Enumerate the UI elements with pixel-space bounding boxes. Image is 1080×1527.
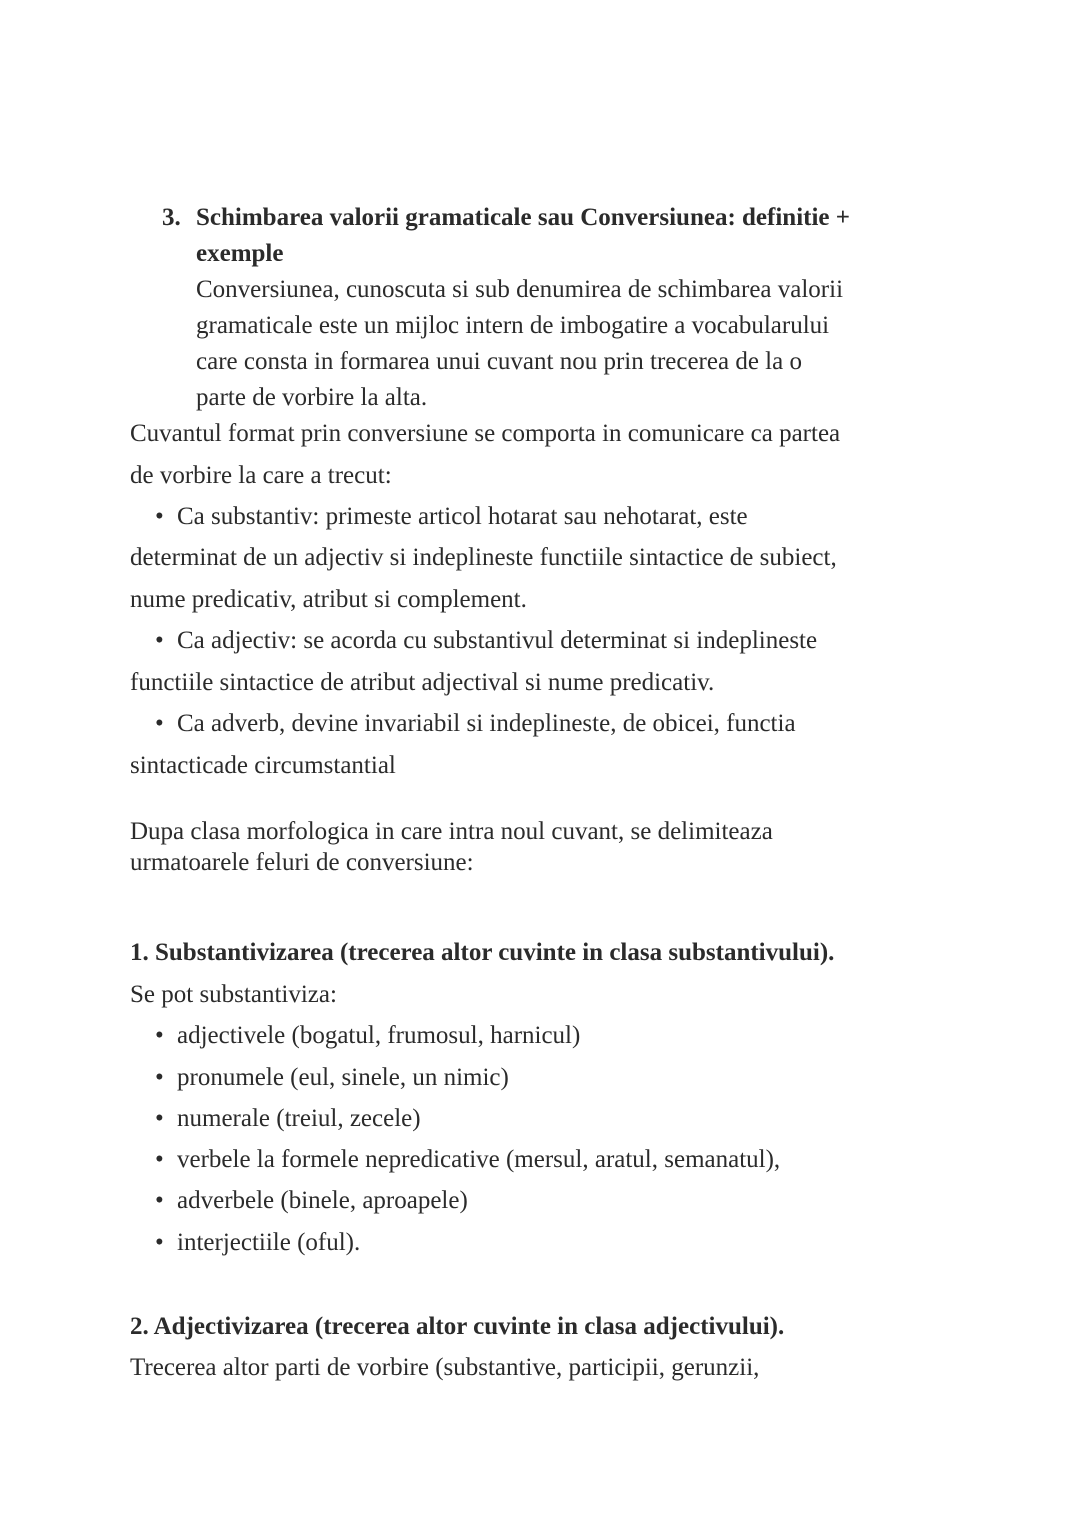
bullet-text: adverbele (binele, aproapele) <box>177 1187 468 1214</box>
bullet-text: Ca adverb, devine invariabil si indeplineste, de obicei, functia <box>177 710 796 737</box>
subheading-substantivizare: 1. Substantivizarea (trecerea altor cuvinte in clasa substantivului). <box>130 939 835 966</box>
bullet-icon: • <box>155 1022 164 1049</box>
paragraph-line: Cuvantul format prin conversiune se comporta in comunicare ca partea <box>130 420 841 447</box>
paragraph-line: sintacticade circumstantial <box>130 752 396 779</box>
paragraph-line: Trecerea altor parti de vorbire (substantive, participii, gerunzii, <box>130 1354 760 1381</box>
bullet-text: pronumele (eul, sinele, un nimic) <box>177 1064 509 1091</box>
section-title: Schimbarea valorii gramaticale sau Conversiunea: definitie + <box>196 204 851 231</box>
bullet-icon: • <box>155 627 164 654</box>
paragraph-line: determinat de un adjectiv si indeplineste functiile sintactice de subiect, <box>130 544 837 571</box>
bullet-text: numerale (treiul, zecele) <box>177 1105 421 1132</box>
bullet-text: verbele la formele nepredicative (mersul, aratul, semanatul), <box>177 1146 781 1173</box>
bullet-item <box>155 1062 509 1094</box>
paragraph-line: urmatoarele feluri de conversiune: <box>130 849 474 876</box>
section-title: exemple <box>196 240 284 267</box>
bullet-item <box>155 1144 780 1176</box>
bullet-icon: • <box>155 1229 164 1256</box>
bullet-item <box>155 1185 468 1217</box>
paragraph-line: nume predicativ, atribut si complement. <box>130 586 527 613</box>
bullet-icon: • <box>155 1064 164 1091</box>
paragraph-line: de vorbire la care a trecut: <box>130 462 392 489</box>
definition-line: parte de vorbire la alta. <box>196 384 428 411</box>
bullet-icon: • <box>155 503 164 530</box>
bullet-item <box>155 1020 580 1052</box>
bullet-text: Ca adjectiv: se acorda cu substantivul determinat si indeplineste <box>177 627 818 654</box>
bullet-item <box>155 501 748 533</box>
subheading-adjectivizare: 2. Adjectivizarea (trecerea altor cuvinte in clasa adjectivului). <box>130 1313 785 1340</box>
bullet-icon: • <box>155 1187 164 1214</box>
bullet-text: adjectivele (bogatul, frumosul, harnicul) <box>177 1022 581 1049</box>
definition-line: Conversiunea, cunoscuta si sub denumirea de schimbarea valorii <box>196 276 844 303</box>
bullet-text: Ca substantiv: primeste articol hotarat sau nehotarat, este <box>177 503 748 530</box>
definition-line: gramaticale este un mijloc intern de imbogatire a vocabularului <box>196 312 830 339</box>
bullet-icon: • <box>155 710 164 737</box>
bullet-item <box>155 1227 360 1259</box>
paragraph-line: Se pot substantiviza: <box>130 981 337 1008</box>
bullet-icon: • <box>155 1105 164 1132</box>
bullet-item <box>155 625 817 657</box>
paragraph-line: functiile sintactice de atribut adjectival si nume predicativ. <box>130 669 715 696</box>
section-number: 3. <box>162 204 181 231</box>
bullet-text: interjectiile (oful). <box>177 1229 361 1256</box>
paragraph-line: Dupa clasa morfologica in care intra noul cuvant, se delimiteaza <box>130 818 773 845</box>
definition-line: care consta in formarea unui cuvant nou prin trecerea de la o <box>196 348 802 375</box>
bullet-item <box>155 1103 421 1135</box>
bullet-icon: • <box>155 1146 164 1173</box>
bullet-item <box>155 708 796 740</box>
